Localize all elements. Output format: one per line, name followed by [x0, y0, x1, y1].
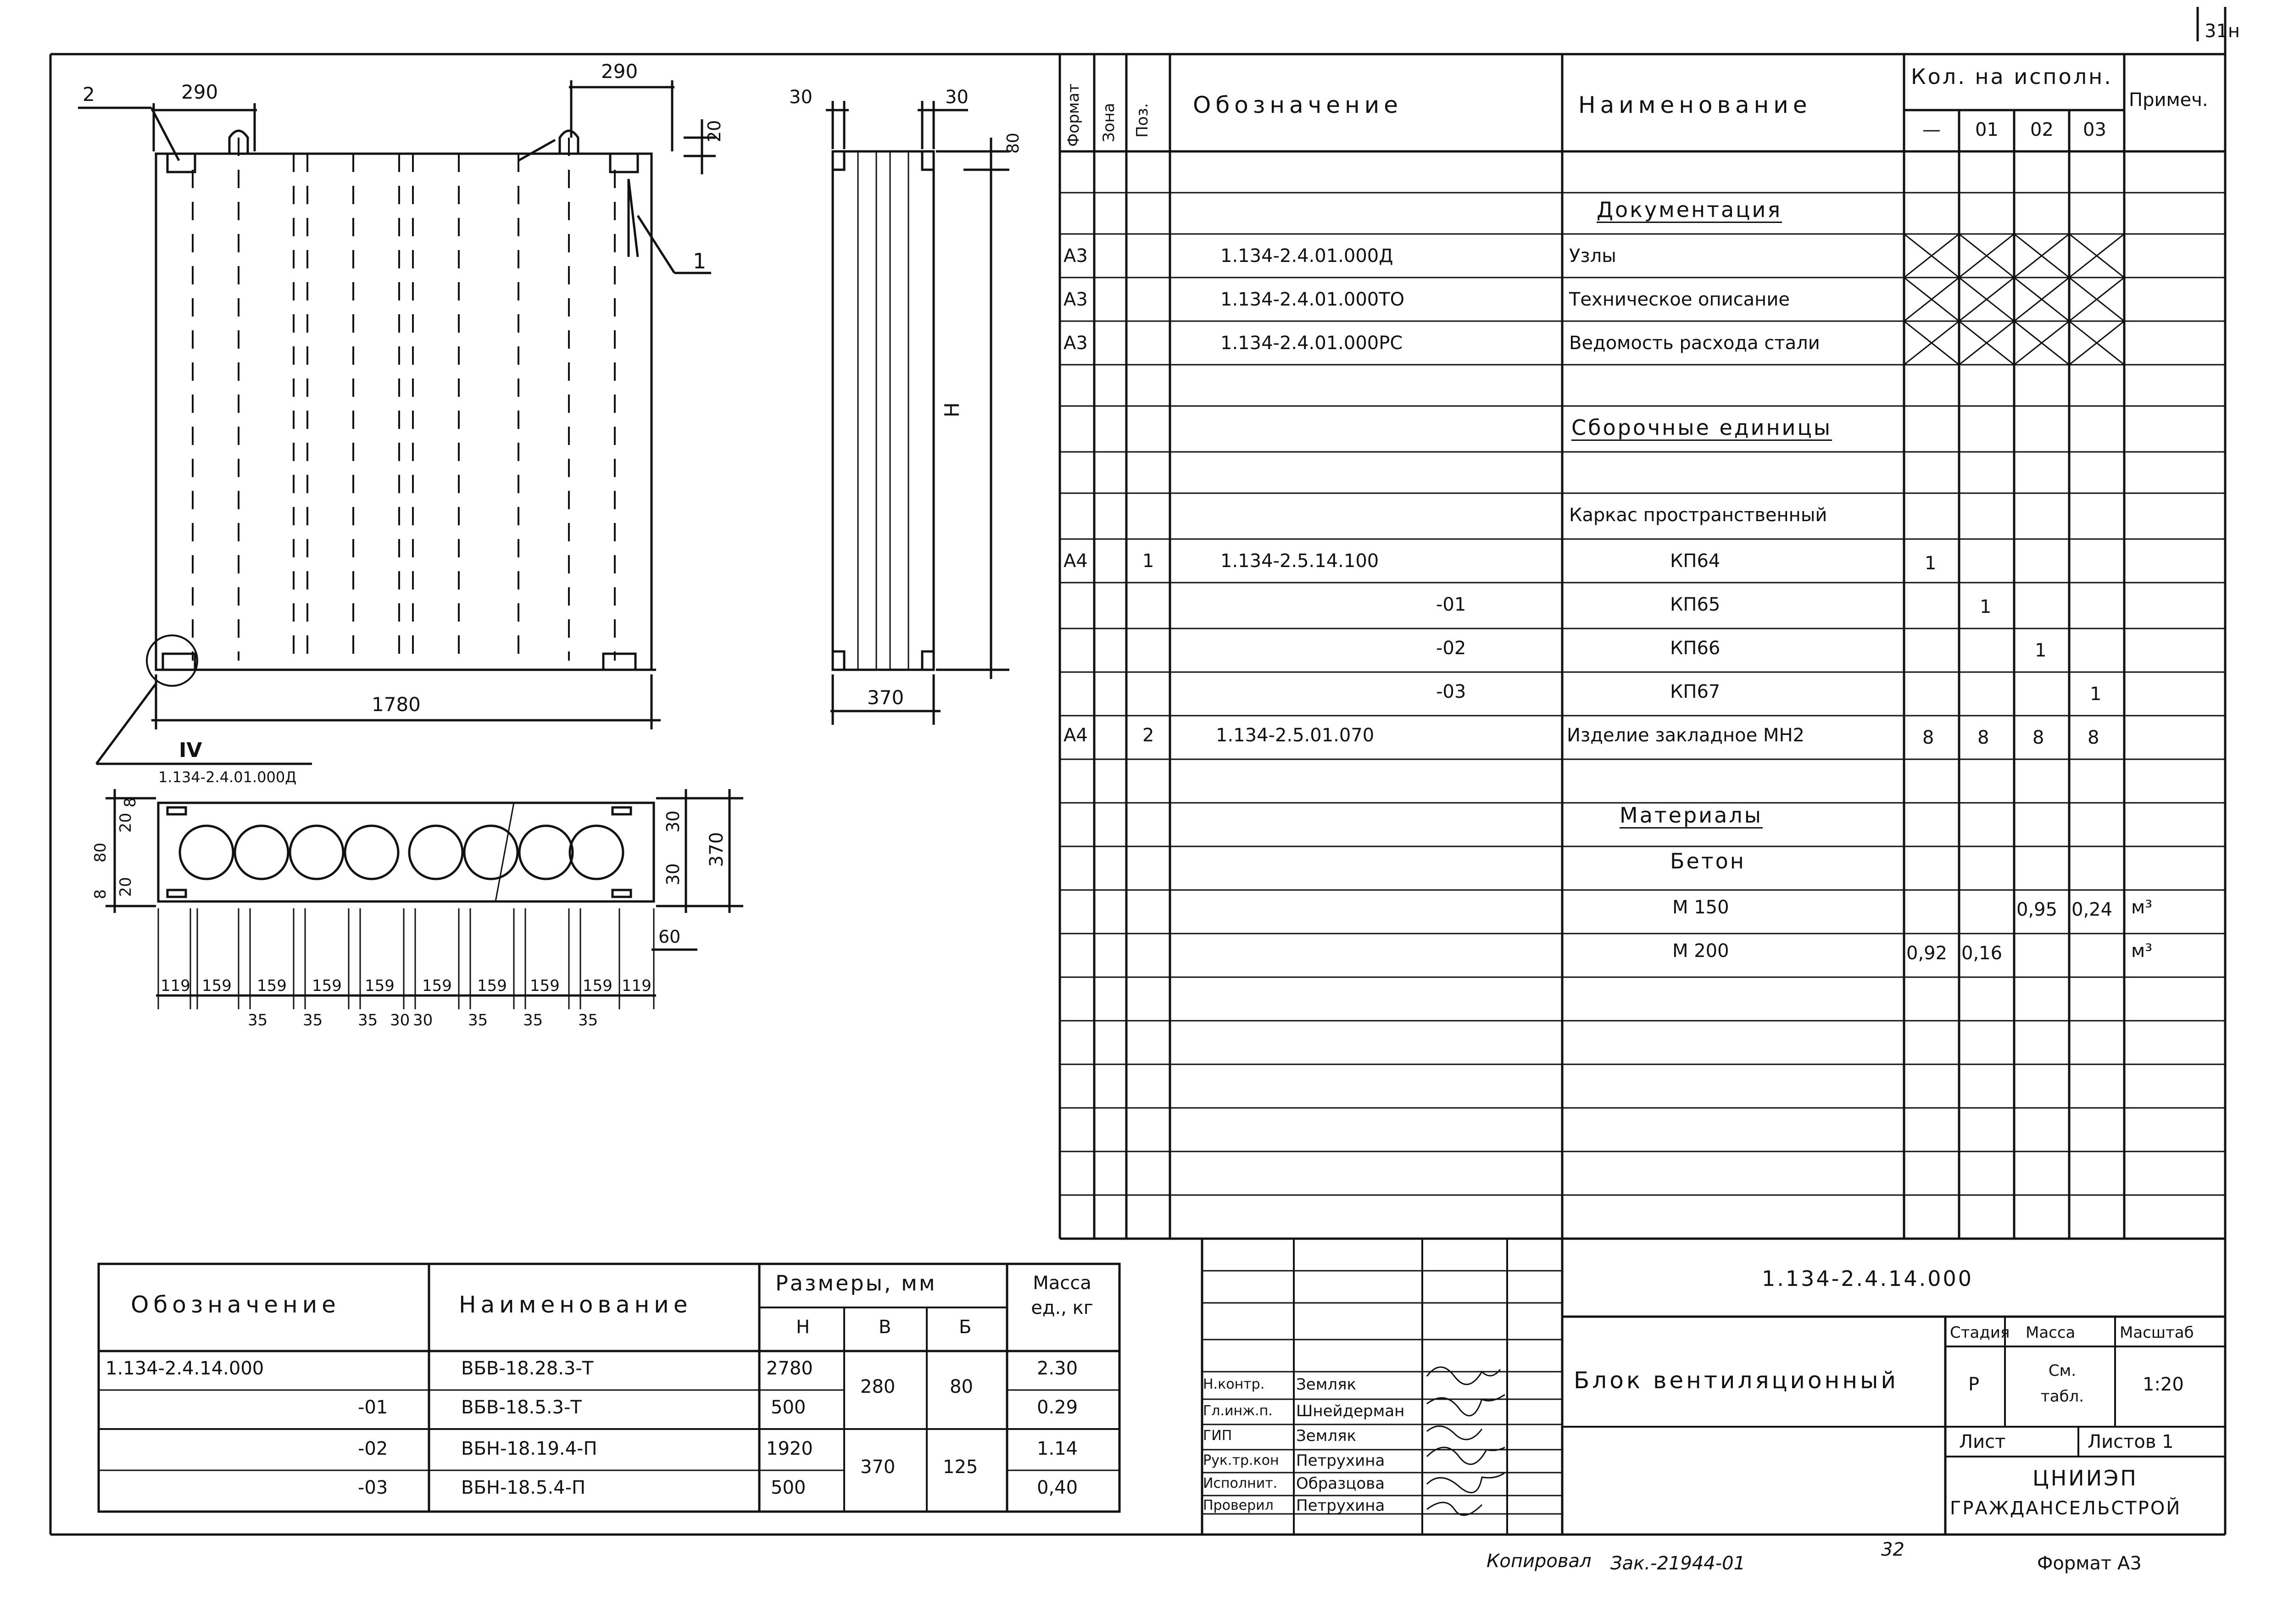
svg-text:8: 8 — [91, 889, 110, 899]
embedded-q1: 8 — [1977, 727, 1989, 748]
doc2-designation: 1.134-2.4.01.000ТО — [1220, 289, 1405, 310]
kp67-name: КП67 — [1670, 681, 1720, 702]
m150-q2: 0,95 — [2016, 899, 2058, 920]
sizes-row2-name: ВБВ-18.5.3-Т — [461, 1397, 582, 1418]
svg-text:2: 2 — [83, 83, 95, 106]
embedded-designation: 1.134-2.5.01.070 — [1216, 725, 1375, 746]
footer-copied: Копировал — [1487, 1551, 1592, 1572]
sizes-group2-b: 370 — [860, 1457, 896, 1478]
tb-role-3: ГИП — [1203, 1428, 1232, 1444]
svg-text:290: 290 — [601, 60, 638, 83]
sizes-row3-designation: -02 — [358, 1438, 388, 1459]
m200-q0: 0,92 — [1906, 943, 1948, 964]
tb-title: Блок вентиляционный — [1574, 1367, 1899, 1394]
embedded-name: Изделие закладное МН2 — [1567, 725, 1805, 746]
tb-role-5: Исполнит. — [1203, 1475, 1278, 1491]
doc3-name: Ведомость расхода стали — [1569, 333, 1820, 354]
svg-text:159: 159 — [530, 977, 560, 995]
kp65-name: КП65 — [1670, 594, 1720, 615]
kp67-designation: -03 — [1436, 681, 1466, 702]
kp65-q1: 1 — [1980, 596, 1992, 617]
sizes-row2-designation: -01 — [358, 1397, 388, 1418]
tb-role-2: Гл.инж.п. — [1203, 1403, 1273, 1419]
tb-role-4: Рук.тр.кон — [1203, 1452, 1279, 1468]
svg-text:60: 60 — [658, 927, 681, 947]
svg-text:290: 290 — [181, 81, 218, 103]
corner-sheet-number: 31н — [2205, 21, 2240, 42]
sizes-header-name: Наименование — [459, 1291, 692, 1318]
embedded-format: А4 — [1063, 725, 1088, 746]
svg-text:80: 80 — [1004, 133, 1023, 154]
tb-scale-header: Масштаб — [2120, 1324, 2194, 1342]
qty-col-03: 03 — [2083, 119, 2106, 140]
sizes-group2-bb: 125 — [943, 1457, 978, 1478]
svg-text:1780: 1780 — [372, 693, 421, 716]
sizes-row4-h: 500 — [771, 1477, 806, 1498]
concrete-label: Бетон — [1670, 849, 1746, 873]
svg-text:35: 35 — [358, 1011, 378, 1029]
sizes-sub-b: В — [879, 1317, 891, 1338]
tb-name-1: Земляк — [1296, 1375, 1357, 1394]
cross-section — [106, 789, 743, 1009]
svg-text:35: 35 — [303, 1011, 323, 1029]
tb-org1: ЦНИИЭП — [2032, 1466, 2138, 1491]
sizes-row1-mass: 2.30 — [1037, 1358, 1078, 1379]
svg-text:119: 119 — [161, 977, 190, 995]
svg-text:20: 20 — [117, 812, 135, 833]
footer-format: Формат А3 — [2037, 1553, 2142, 1574]
sizes-header-mass: Масса ед., кг — [1031, 1273, 1093, 1318]
sizes-row1-name: ВБВ-18.28.3-Т — [461, 1358, 594, 1379]
frame-title: Каркас пространственный — [1569, 505, 1827, 526]
svg-text:159: 159 — [312, 977, 342, 995]
svg-text:119: 119 — [622, 977, 651, 995]
qty-col-01: 01 — [1975, 119, 1999, 140]
svg-text:159: 159 — [202, 977, 232, 995]
m200-q1: 0,16 — [1961, 943, 2003, 964]
sizes-group1-bb: 80 — [950, 1376, 973, 1397]
svg-text:Н: Н — [941, 402, 964, 417]
doc1-name: Узлы — [1569, 245, 1616, 267]
tb-mass-header: Масса — [2026, 1324, 2076, 1342]
tb-mass: См. табл. — [2040, 1362, 2084, 1406]
tb-role-1: Н.контр. — [1203, 1376, 1265, 1392]
tb-stage-header: Стадия — [1950, 1324, 2010, 1342]
tb-name-4: Петрухина — [1296, 1452, 1385, 1470]
tb-role-6: Проверил — [1203, 1497, 1274, 1513]
qty-col-02: 02 — [2030, 119, 2054, 140]
sizes-group1-b: 280 — [860, 1376, 896, 1397]
svg-text:30: 30 — [663, 810, 683, 833]
svg-text:30: 30 — [413, 1011, 433, 1029]
sizes-row3-h: 1920 — [766, 1438, 813, 1459]
embedded-q3: 8 — [2088, 727, 2099, 748]
svg-text:30: 30 — [390, 1011, 410, 1029]
spec-header-note: Примеч. — [2129, 89, 2208, 111]
side-view — [826, 101, 1009, 725]
svg-text:IV: IV — [179, 739, 202, 762]
doc3-format: А3 — [1063, 333, 1088, 354]
sizes-row4-mass: 0,40 — [1037, 1477, 1078, 1498]
svg-text:370: 370 — [706, 832, 727, 867]
svg-text:35: 35 — [523, 1011, 543, 1029]
svg-text:30: 30 — [945, 87, 969, 108]
sizes-row4-name: ВБН-18.5.4-П — [461, 1477, 586, 1498]
sizes-sub-bb: Б — [959, 1317, 972, 1338]
kp65-designation: -01 — [1436, 594, 1466, 615]
sizes-row3-name: ВБН-18.19.4-П — [461, 1438, 597, 1459]
spec-header-pos: Поз. — [1133, 103, 1152, 138]
sizes-row2-h: 500 — [771, 1397, 806, 1418]
svg-text:80: 80 — [91, 842, 110, 862]
spec-header-name: Наименование — [1578, 92, 1812, 118]
m200-name: М 200 — [1672, 940, 1729, 962]
kp64-name: КП64 — [1670, 551, 1720, 572]
svg-text:8: 8 — [121, 797, 139, 807]
svg-text:159: 159 — [583, 977, 612, 995]
tb-org2: ГРАЖДАНСЕЛЬСТРОЙ — [1950, 1498, 2182, 1519]
kp64-format: А4 — [1063, 551, 1088, 572]
svg-text:20: 20 — [117, 877, 135, 897]
tb-scale: 1:20 — [2143, 1374, 2184, 1395]
svg-text:35: 35 — [468, 1011, 488, 1029]
qty-col-dash: — — [1922, 119, 1941, 140]
sizes-row4-designation: -03 — [358, 1477, 388, 1498]
footer-order: Зак.-21944-01 — [1610, 1553, 1746, 1574]
spec-grid — [1060, 54, 2225, 1239]
svg-text:159: 159 — [477, 977, 507, 995]
svg-text:35: 35 — [248, 1011, 268, 1029]
svg-text:159: 159 — [422, 977, 452, 995]
spec-header-qty: Кол. на исполн. — [1911, 64, 2113, 89]
section-assembly-units: Сборочные единицы — [1571, 415, 1832, 440]
tb-code: 1.134-2.4.14.000 — [1762, 1266, 1974, 1291]
doc2-format: А3 — [1063, 289, 1088, 310]
svg-text:35: 35 — [578, 1011, 598, 1029]
embedded-pos: 2 — [1142, 725, 1154, 746]
doc1-format: А3 — [1063, 245, 1088, 267]
kp66-q2: 1 — [2035, 640, 2047, 661]
sizes-header-sizes: Размеры, мм — [775, 1271, 937, 1296]
section-documentation: Документация — [1597, 197, 1782, 222]
svg-text:159: 159 — [365, 977, 395, 995]
kp64-pos: 1 — [1142, 551, 1154, 572]
tb-name-5: Образцова — [1296, 1474, 1385, 1493]
svg-text:159: 159 — [257, 977, 287, 995]
doc3-designation: 1.134-2.4.01.000РС — [1220, 333, 1403, 354]
svg-text:1: 1 — [693, 249, 707, 273]
sizes-row1-designation: 1.134-2.4.14.000 — [106, 1358, 264, 1379]
svg-text:20: 20 — [704, 120, 724, 142]
tb-sheets: Листов 1 — [2088, 1431, 2174, 1452]
plan-view — [78, 80, 716, 764]
tb-name-2: Шнейдерман — [1296, 1402, 1405, 1420]
kp66-name: КП66 — [1670, 638, 1720, 659]
sizes-row1-h: 2780 — [766, 1358, 813, 1379]
section-materials: Материалы — [1620, 803, 1763, 828]
m200-note: м³ — [2131, 940, 2153, 962]
kp67-q3: 1 — [2090, 684, 2102, 705]
svg-text:1.134-2.4.01.000Д: 1.134-2.4.01.000Д — [158, 768, 297, 786]
embedded-q0: 8 — [1922, 727, 1934, 748]
signatures — [1427, 1367, 1505, 1515]
svg-text:370: 370 — [867, 686, 904, 709]
kp64-designation: 1.134-2.5.14.100 — [1220, 551, 1379, 572]
tb-name-3: Земляк — [1296, 1427, 1357, 1445]
doc1-designation: 1.134-2.4.01.000Д — [1220, 245, 1393, 267]
sizes-sub-h: Н — [796, 1317, 810, 1338]
m150-note: м³ — [2131, 897, 2153, 918]
tb-sheet: Лист — [1959, 1431, 2006, 1452]
sizes-header-designation: Обозначение — [131, 1291, 340, 1318]
m150-name: М 150 — [1672, 897, 1729, 918]
kp66-designation: -02 — [1436, 638, 1466, 659]
embedded-q2: 8 — [2032, 727, 2044, 748]
svg-text:30: 30 — [663, 863, 683, 885]
m150-q3: 0,24 — [2071, 899, 2113, 920]
tb-stage: Р — [1968, 1374, 1980, 1395]
spec-header-zone: Зона — [1100, 103, 1118, 142]
sizes-row2-mass: 0.29 — [1037, 1397, 1078, 1418]
sizes-row3-mass: 1.14 — [1037, 1438, 1078, 1459]
spec-header-designation: Обозначение — [1193, 92, 1403, 118]
tb-name-6: Петрухина — [1296, 1496, 1385, 1515]
spec-header-format: Формат — [1064, 83, 1083, 147]
kp64-q0: 1 — [1925, 553, 1937, 574]
footer-page: 32 — [1881, 1539, 1904, 1560]
doc2-name: Техническое описание — [1569, 289, 1790, 310]
svg-text:30: 30 — [789, 87, 813, 108]
